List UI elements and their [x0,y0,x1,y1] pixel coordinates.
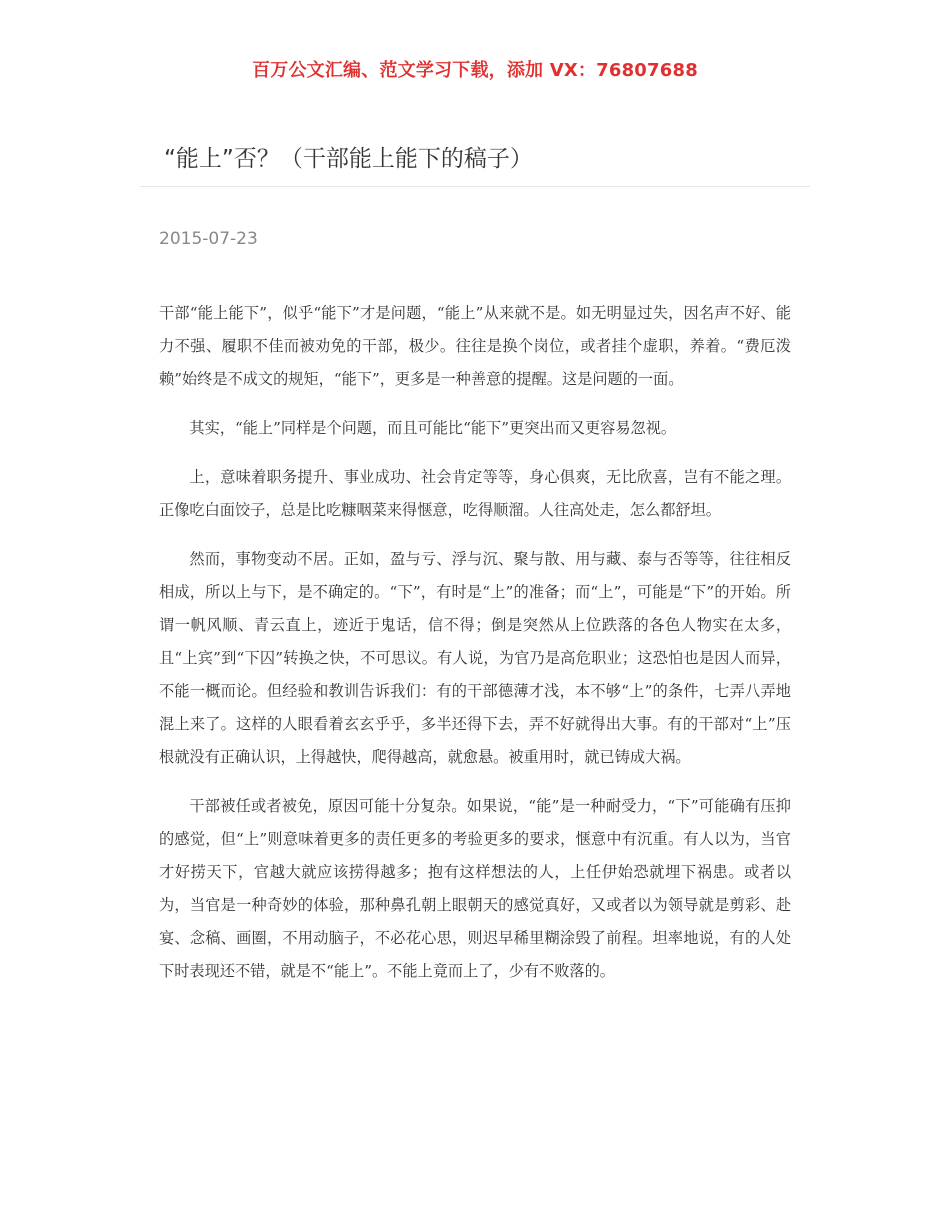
title-divider [140,186,810,187]
paragraph-2: 其实，“能上”同样是个问题，而且可能比“能下”更突出而又更容易忽视。 [189,419,677,437]
paragraph-5: 干部被任或者被免，原因可能十分复杂。如果说，“能”是一种耐受力，“下”可能确有压抑的感觉，但“上”则意味着更多的责任更多的考验更多的要求，惬意中有沉重。有人以为，当官才好捞天下，官越大就应该捞得越多；抱有这样想法的人，上任伊始恐就埋下祸患。或者以为，当官是一种奇妙的体验，那种鼻孔朝上眼朝天的感觉真好，又或者以为领导就是剪彩、赴宴、念稿、画圈，不用动脑子，不必花心思，则迟早稀里糊涂毁了前程。坦率地说，有的人处下时表现还不错，就是不“能上”。不能上竟而上了，少有不败落的。 [159,797,791,980]
article [140,130,810,1004]
publish-date: 2015-07-23 [159,229,258,249]
paragraph-4: 然而，事物变动不居。正如，盈与亏、浮与沉、聚与散、用与藏、泰与否等等，往往相反相成，所以上与下，是不确定的。“下”，有时是“上”的准备；而“上”，可能是“下”的开始。所谓一帆风顺、青云直上，迹近于鬼话，信不得；倒是突然从上位跌落的各色人物实在太多，且“上宾”到“下囚”转换之快，不可思议。有人说，为官乃是高危职业；这恐怕也是因人而异，不能一概而论。但经验和教训告诉我们：有的干部德薄才浅，本不够“上”的条件，七弄八弄地混上来了。这样的人眼看着玄玄乎乎，多半还得下去，弄不好就得出大事。有的干部对“上”压根就没有正确认识，上得越快，爬得越高，就愈悬。被重用时，就已铸成大祸。 [159,550,791,766]
article-title: “能上”否？（干部能上能下的稿子） [164,146,533,172]
article-body [159,297,791,988]
paragraph-3: 上，意味着职务提升、事业成功、社会肯定等等，身心俱爽，无比欣喜，岂有不能之理。正像吃白面饺子，总是比吃糠咽菜来得惬意，吃得顺溜。人往高处走，怎么都舒坦。 [159,468,791,519]
paragraph-1: 干部“能上能下”，似乎“能下”才是问题，“能上”从来就不是。如无明显过失，因名声不好、能力不强、履职不佳而被劝免的干部，极少。往往是换个岗位，或者挂个虚职，养着。“费厄泼赖”始终是不成文的规矩，“能下”，更多是一种善意的提醒。这是问题的一面。 [159,304,791,388]
promo-banner: 百万公文汇编、范文学习下载，添加 VX：76807688 [252,60,698,81]
